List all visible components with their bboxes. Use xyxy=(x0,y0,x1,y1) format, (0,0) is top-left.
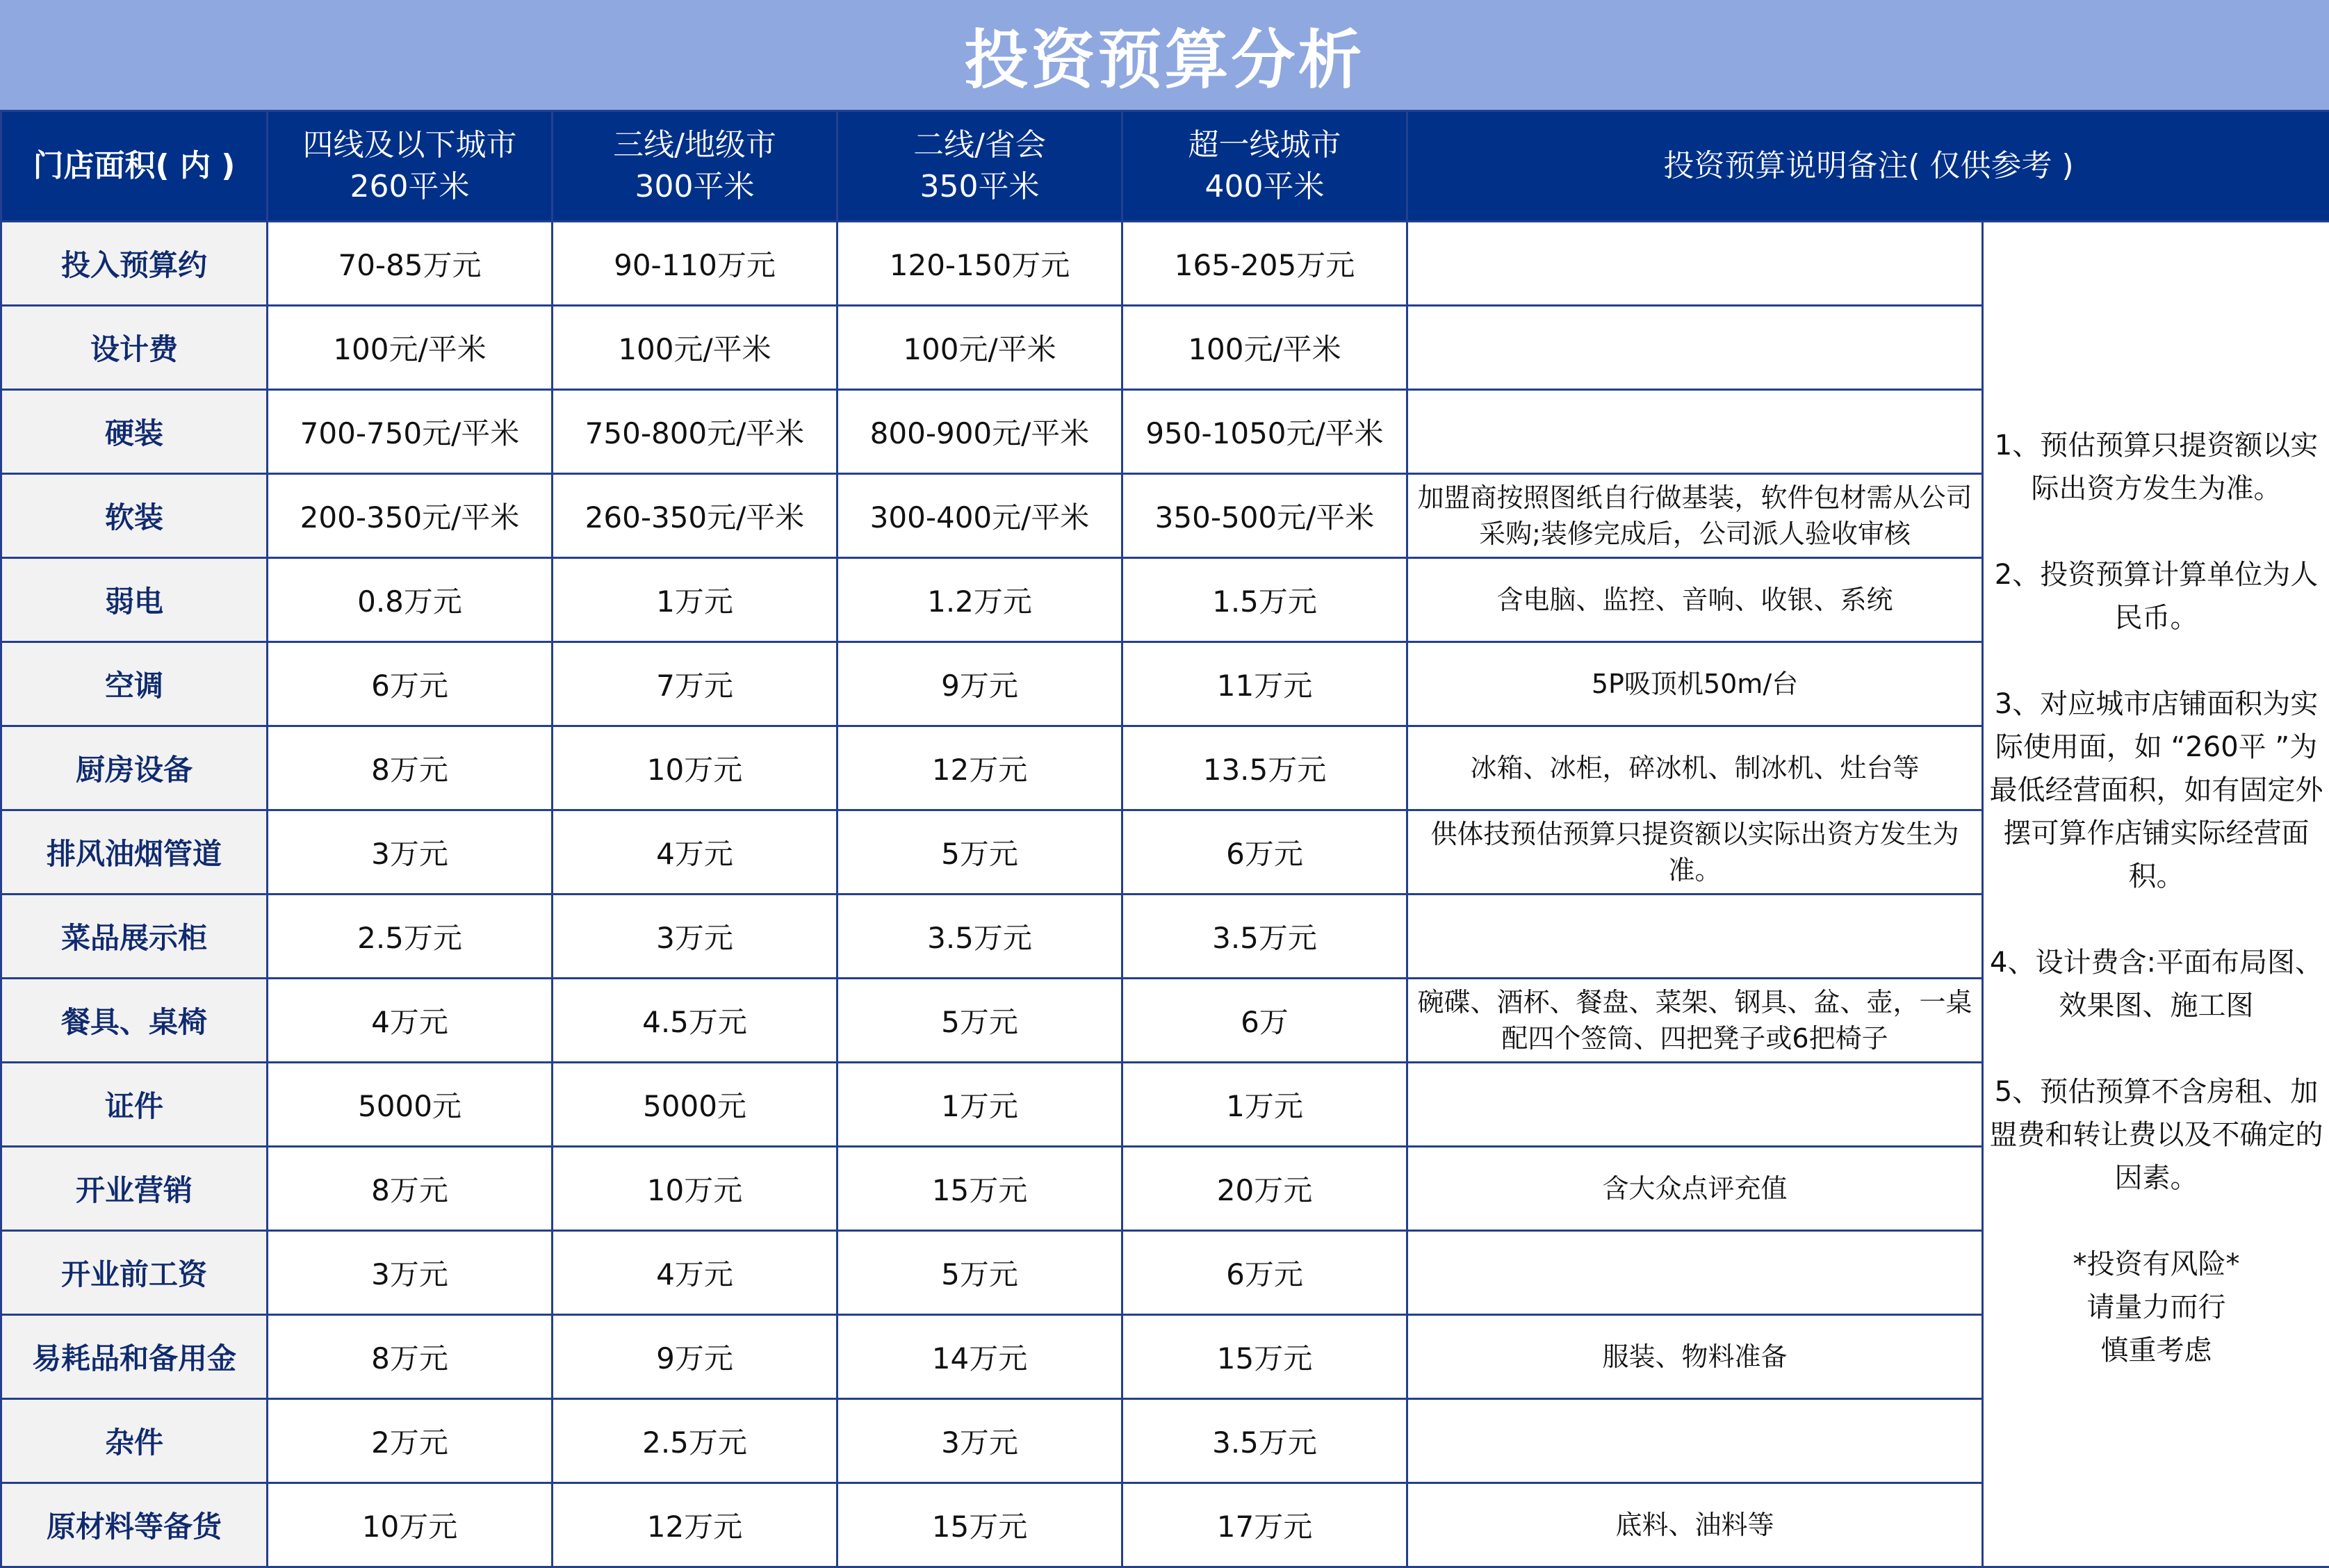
tier1-value: 8万元 xyxy=(268,1315,553,1399)
tier4-value: 1万元 xyxy=(1122,1063,1407,1147)
tier2-value: 5000元 xyxy=(553,1063,837,1147)
tier4-value: 17万元 xyxy=(1122,1483,1407,1567)
tier4-value: 11万元 xyxy=(1122,642,1407,726)
row-remark: 碗碟、酒杯、餐盘、菜架、钢具、盆、壶，一桌配四个签筒、四把凳子或6把椅子 xyxy=(1407,979,1983,1063)
tier3-value: 3.5万元 xyxy=(837,895,1122,979)
table-row xyxy=(1,306,2329,390)
row-remark xyxy=(1407,390,1983,474)
tier1-value: 8万元 xyxy=(268,1147,553,1231)
side-note-4: 4、设计费含:平面布局图、效果图、施工图 xyxy=(1989,941,2323,1027)
table-row xyxy=(1,979,2329,1063)
tier1-value: 10万元 xyxy=(268,1483,553,1567)
tier3-value: 800-900元/平米 xyxy=(837,390,1122,474)
row-remark: 5P吸顶机50m/台 xyxy=(1407,642,1983,726)
tier4-value: 6万元 xyxy=(1122,810,1407,895)
row-item-label: 开业营销 xyxy=(1,1147,268,1231)
row-item-label: 餐具、桌椅 xyxy=(1,979,268,1063)
risk-warning-1: *投资有风险* xyxy=(1989,1243,2323,1286)
tier-header-1: 四线及以下城市 260平米 xyxy=(268,111,553,222)
tier1-value: 8万元 xyxy=(268,726,553,810)
row-item-label: 易耗品和备用金 xyxy=(1,1315,268,1399)
tier1-value: 4万元 xyxy=(268,979,553,1063)
tier1-value: 6万元 xyxy=(268,642,553,726)
tier4-value: 100元/平米 xyxy=(1122,306,1407,390)
tier3-value: 3万元 xyxy=(837,1399,1122,1483)
tier1-value: 0.8万元 xyxy=(268,558,553,642)
table-row xyxy=(1,390,2329,474)
tier1-value: 3万元 xyxy=(268,1231,553,1315)
tier2-value: 4万元 xyxy=(553,1231,837,1315)
row-item-label: 投入预算约 xyxy=(1,222,268,306)
tier3-value: 15万元 xyxy=(837,1483,1122,1567)
tier4-value: 6万元 xyxy=(1122,1231,1407,1315)
side-note-3: 3、对应城市店铺面积为实际使用面，如 “260平 ”为最低经营面积，如有固定外摆可算作店铺实际经营面积。 xyxy=(1989,683,2323,898)
budget-table xyxy=(0,110,2329,1568)
table-row xyxy=(1,726,2329,810)
tier3-value: 5万元 xyxy=(837,1231,1122,1315)
tier3-value: 9万元 xyxy=(837,642,1122,726)
tier2-value: 4.5万元 xyxy=(553,979,837,1063)
side-note-2: 2、投资预算计算单位为人民币。 xyxy=(1989,553,2323,639)
table-row xyxy=(1,1483,2329,1567)
side-note-1: 1、预估预算只提资额以实际出资方发生为准。 xyxy=(1989,424,2323,510)
tier1-value: 2万元 xyxy=(268,1399,553,1483)
row-remark xyxy=(1407,1399,1983,1483)
row-item-label: 菜品展示柜 xyxy=(1,895,268,979)
table-row xyxy=(1,474,2329,558)
row-item-label: 证件 xyxy=(1,1063,268,1147)
tier4-value: 1.5万元 xyxy=(1122,558,1407,642)
table-row xyxy=(1,642,2329,726)
tier2-value: 3万元 xyxy=(553,895,837,979)
table-row xyxy=(1,1063,2329,1147)
table-row xyxy=(1,558,2329,642)
tier1-value: 5000元 xyxy=(268,1063,553,1147)
tier1-value: 100元/平米 xyxy=(268,306,553,390)
tier2-value: 1万元 xyxy=(553,558,837,642)
row-remark: 加盟商按照图纸自行做基装，软件包材需从公司采购;装修完成后，公司派人验收审核 xyxy=(1407,474,1983,558)
table-row xyxy=(1,1231,2329,1315)
page-title: 投资预算分析 xyxy=(0,0,2329,110)
row-remark: 底料、油料等 xyxy=(1407,1483,1983,1567)
tier1-value: 200-350元/平米 xyxy=(268,474,553,558)
row-item-label: 设计费 xyxy=(1,306,268,390)
tier2-value: 9万元 xyxy=(553,1315,837,1399)
row-remark xyxy=(1407,895,1983,979)
risk-warning-2: 请量力而行 xyxy=(1989,1286,2323,1329)
tier4-value: 165-205万元 xyxy=(1122,222,1407,306)
table-row xyxy=(1,1399,2329,1483)
row-remark: 冰箱、冰柜，碎冰机、制冰机、灶台等 xyxy=(1407,726,1983,810)
area-header: 门店面积( 内 ) xyxy=(1,111,268,222)
tier2-value: 260-350元/平米 xyxy=(553,474,837,558)
tier-header-2: 三线/地级市 300平米 xyxy=(553,111,837,222)
tier4-value: 20万元 xyxy=(1122,1147,1407,1231)
tier4-value: 15万元 xyxy=(1122,1315,1407,1399)
tier4-value: 950-1050元/平米 xyxy=(1122,390,1407,474)
tier1-value: 2.5万元 xyxy=(268,895,553,979)
table-row xyxy=(1,810,2329,895)
table-row xyxy=(1,895,2329,979)
remarks-header: 投资预算说明备注( 仅供参考 ) xyxy=(1407,111,2329,222)
tier4-value: 6万 xyxy=(1122,979,1407,1063)
tier-header-3: 二线/省会 350平米 xyxy=(837,111,1122,222)
tier3-value: 100元/平米 xyxy=(837,306,1122,390)
row-item-label: 开业前工资 xyxy=(1,1231,268,1315)
row-remark xyxy=(1407,222,1983,306)
row-remark: 含电脑、监控、音响、收银、系统 xyxy=(1407,558,1983,642)
tier3-value: 300-400元/平米 xyxy=(837,474,1122,558)
tier3-value: 1万元 xyxy=(837,1063,1122,1147)
row-remark xyxy=(1407,1063,1983,1147)
tier3-value: 15万元 xyxy=(837,1147,1122,1231)
table-row xyxy=(1,1147,2329,1231)
side-note-5: 5、预估预算不含房租、加盟费和转让费以及不确定的因素。 xyxy=(1989,1070,2323,1200)
tier1-value: 70-85万元 xyxy=(268,222,553,306)
row-remark xyxy=(1407,1231,1983,1315)
table-row xyxy=(1,222,2329,306)
row-item-label: 杂件 xyxy=(1,1399,268,1483)
tier2-value: 2.5万元 xyxy=(553,1399,837,1483)
tier-header-4: 超一线城市 400平米 xyxy=(1122,111,1407,222)
tier2-value: 750-800元/平米 xyxy=(553,390,837,474)
row-item-label: 空调 xyxy=(1,642,268,726)
row-remark xyxy=(1407,306,1983,390)
tier3-value: 14万元 xyxy=(837,1315,1122,1399)
tier2-value: 90-110万元 xyxy=(553,222,837,306)
row-item-label: 软装 xyxy=(1,474,268,558)
tier3-value: 5万元 xyxy=(837,979,1122,1063)
tier2-value: 12万元 xyxy=(553,1483,837,1567)
tier4-value: 3.5万元 xyxy=(1122,1399,1407,1483)
tier1-value: 3万元 xyxy=(268,810,553,895)
table-row xyxy=(1,1315,2329,1399)
side-notes xyxy=(1983,222,2329,1567)
tier3-value: 12万元 xyxy=(837,726,1122,810)
tier4-value: 3.5万元 xyxy=(1122,895,1407,979)
tier2-value: 100元/平米 xyxy=(553,306,837,390)
tier2-value: 4万元 xyxy=(553,810,837,895)
tier3-value: 120-150万元 xyxy=(837,222,1122,306)
row-item-label: 硬装 xyxy=(1,390,268,474)
tier4-value: 350-500元/平米 xyxy=(1122,474,1407,558)
tier1-value: 700-750元/平米 xyxy=(268,390,553,474)
tier2-value: 7万元 xyxy=(553,642,837,726)
row-item-label: 厨房设备 xyxy=(1,726,268,810)
header-row xyxy=(1,111,2329,222)
row-item-label: 排风油烟管道 xyxy=(1,810,268,895)
risk-warning-3: 慎重考虑 xyxy=(1989,1329,2323,1372)
row-remark: 含大众点评充值 xyxy=(1407,1147,1983,1231)
tier3-value: 5万元 xyxy=(837,810,1122,895)
tier4-value: 13.5万元 xyxy=(1122,726,1407,810)
tier2-value: 10万元 xyxy=(553,726,837,810)
row-item-label: 原材料等备货 xyxy=(1,1483,268,1567)
row-item-label: 弱电 xyxy=(1,558,268,642)
row-remark: 服装、物料准备 xyxy=(1407,1315,1983,1399)
tier3-value: 1.2万元 xyxy=(837,558,1122,642)
tier2-value: 10万元 xyxy=(553,1147,837,1231)
row-remark: 供体技预估预算只提资额以实际出资方发生为准。 xyxy=(1407,810,1983,895)
